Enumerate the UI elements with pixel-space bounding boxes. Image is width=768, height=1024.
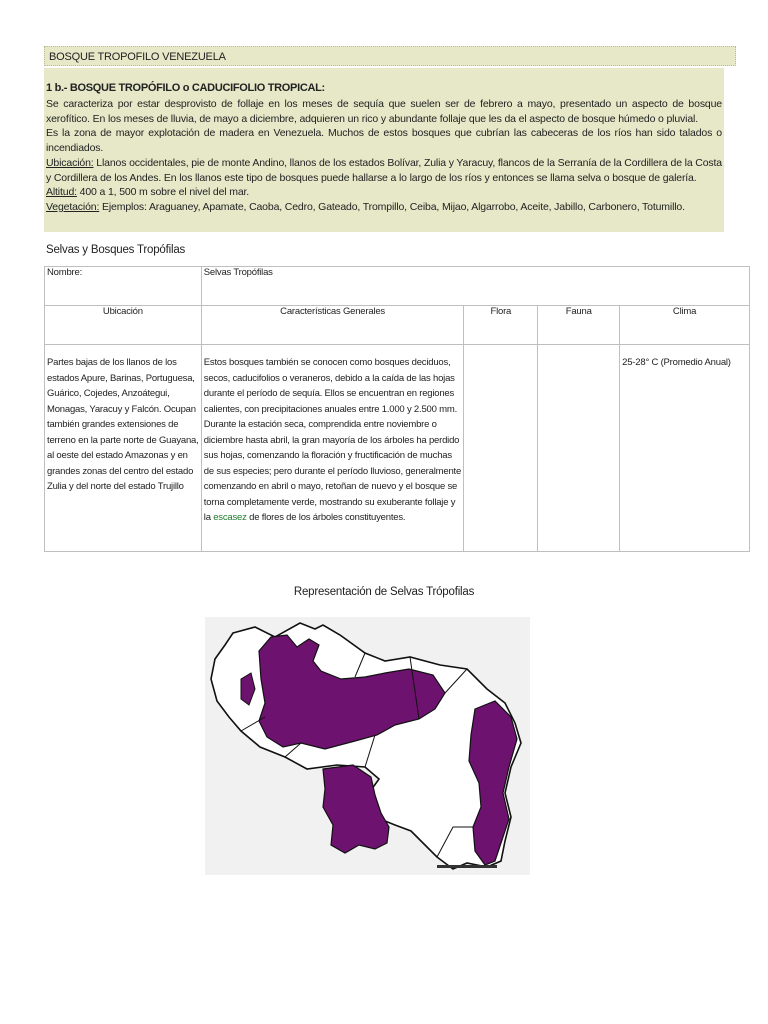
panel-subtitle: 1 b.- BOSQUE TROPÓFILO o CADUCIFOLIO TROPICAL: <box>46 82 325 94</box>
paragraph-ubicacion <box>46 156 722 185</box>
fauna-content <box>538 345 619 355</box>
map-signature <box>437 865 497 868</box>
venezuela-map-svg <box>205 617 530 875</box>
table-row-nombre <box>45 267 750 306</box>
caracteristicas-text-end: de flores de los árboles constituyentes. <box>246 512 406 523</box>
escasez-link[interactable]: escasez <box>213 512 247 523</box>
header-fauna: Fauna <box>538 306 620 345</box>
cell-fauna <box>538 345 620 552</box>
document-title: BOSQUE TROPOFILO VENEZUELA <box>49 51 226 63</box>
section-title: Selvas y Bosques Tropófilas <box>46 244 186 256</box>
header-clima: Clima <box>620 306 750 345</box>
vegetacion-label: Vegetación: <box>46 200 100 213</box>
cell-flora <box>464 345 538 552</box>
ubicacion-label: Ubicación: <box>46 156 94 169</box>
nombre-value-cell <box>201 267 749 306</box>
ubicacion-content: Partes bajas de los llanos de los estados Apure, Barinas, Portuguesa, Guárico, Cojedes, Anzoátegui, Monagas, Yaracuy y Falcón. Ocupan también grandes extensiones de terreno en la parte norte de Guayana, al oeste del estado Amazonas y en grandes zonas del centro del estado Zulia y del norte del estado Trujillo <box>47 357 199 492</box>
caracteristicas-text: Estos bosques también se conocen como bosques deciduos, secos, caducifolios o veraneros, debido a la caída de las hojas durante el período de sequía. Ellos se encuentran en regiones calientes, con precipitaciones anuales entre 1.000 y 2.500 mm. Durante la estación seca, comprendida entre noviembre o diciembre hasta abril, la gran mayoría de los árboles ha perdido sus hojas, comenzando la floración y fructificación de muchas de sus especies; pero durante el período lluvioso, generalmente comenzando en abril o mayo, retoñan de nuevo y el bosque se torna completamente verde, mostrando su exuberante follaje y la <box>203 357 462 523</box>
flora-content <box>464 345 537 355</box>
header-caracteristicas: Características Generales <box>201 306 464 345</box>
map-title: Representación de Selvas Trópofilas <box>293 586 475 598</box>
paragraph-explotacion: Es la zona de mayor explotación de madera en Venezuela. Muchos de estos bosques que cubrían las cabeceras de los ríos han sido talados o incendiados. <box>46 127 722 155</box>
header-flora: Flora <box>464 306 538 345</box>
vegetacion-text: Ejemplos: Araguaney, Apamate, Caoba, Cedro, Gateado, Trompillo, Ceiba, Mijao, Algarrobo, Aceite, Jabillo, Carbonero, Totumillo. <box>99 200 685 213</box>
ubicacion-text: Llanos occidentales, pie de monte Andino, llanos de los estados Bolívar, Zulia y Yaracuy, flancos de la Serranía de la Cordillera de la Costa y Cordillera de los Andes. En los llanos este tipo de bosques puede hallarse a lo largo de los ríos y entonces se llama selva o bosque de galería. <box>46 156 722 184</box>
caracteristicas-content <box>202 345 464 526</box>
document-header-bar <box>44 46 736 66</box>
altitud-label: Altitud: <box>46 186 77 199</box>
nombre-label: Nombre: <box>47 267 83 278</box>
cell-caracteristicas <box>201 345 464 552</box>
panel-body <box>46 97 722 215</box>
cell-ubicacion <box>45 345 202 552</box>
table-row <box>45 345 750 552</box>
paragraph-vegetacion <box>46 200 722 215</box>
venezuela-map-image <box>205 617 530 875</box>
paragraph-description: Se caracteriza por estar desprovisto de follaje en los meses de sequía que suelen ser de febrero a mayo, presentado un aspecto de bosque xerofítico. En los meses de lluvia, de mayo a diciembre, adquieren un rico y abundante follaje que les da el aspecto de bosque húmedo o pluvial. <box>46 98 722 125</box>
nombre-label-cell <box>45 267 202 306</box>
cell-clima <box>620 345 750 552</box>
table-header-row <box>45 306 750 345</box>
header-ubicacion: Ubicación <box>45 306 202 345</box>
altitud-text: 400 a 1, 500 m sobre el nivel del mar. <box>76 186 250 199</box>
paragraph-altitud <box>46 185 722 200</box>
description-panel <box>44 68 724 232</box>
selvas-table <box>44 266 750 552</box>
nombre-value: Selvas Tropófilas <box>203 267 273 278</box>
clima-content: 25-28° C (Promedio Anual) <box>622 357 731 368</box>
